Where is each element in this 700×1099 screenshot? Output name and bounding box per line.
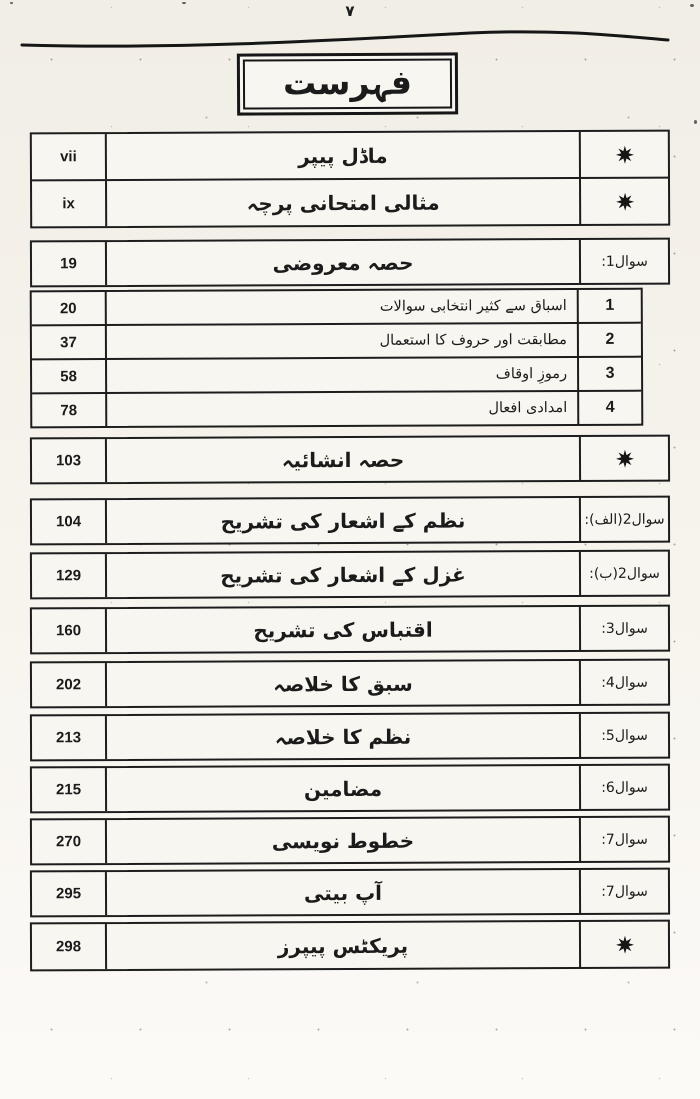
label-cell (581, 661, 668, 704)
row-label: سوال4: (601, 674, 648, 691)
toc-block-q7-autobiography (30, 868, 670, 918)
title-cell (105, 607, 581, 652)
title-cell (105, 290, 579, 324)
serial-number-cell: 4 (605, 398, 615, 416)
toc-block-q4 (30, 659, 670, 709)
toc-block-model-papers (30, 130, 670, 229)
serial-number-cell: 3 (605, 364, 615, 382)
row-label: سوال2(الف): (584, 511, 665, 528)
page-number-cell: 19 (60, 255, 77, 273)
page-number-cell: 58 (60, 367, 77, 385)
page-number-cell: 78 (60, 401, 78, 419)
label-cell (581, 818, 668, 861)
page-number-cell: 295 (55, 885, 82, 903)
row-label: سوال7: (601, 883, 648, 900)
row-title: اقتباس کی تشریح (253, 617, 433, 642)
row-title: مضامین (303, 776, 383, 801)
page-number-cell: 20 (59, 299, 77, 317)
title-cell (105, 552, 581, 597)
eight-point-star-icon (614, 934, 634, 954)
title-cell (105, 358, 579, 392)
toc-row (32, 437, 668, 483)
page-number-cell: 270 (55, 833, 82, 851)
toc-block-q1 (30, 238, 670, 288)
toc-row (32, 661, 668, 707)
page-number-cell: 104 (55, 513, 82, 531)
toc-subrow (32, 322, 641, 359)
page-number-cell: 103 (55, 452, 82, 470)
page-number-cell: 215 (55, 781, 82, 799)
toc-row (32, 766, 668, 812)
row-title: سبق کا خلاصہ (273, 671, 413, 696)
toc-row (32, 177, 668, 227)
page-title: فہرست (282, 62, 413, 102)
toc-row (32, 870, 668, 916)
page-number-cell: 202 (55, 676, 82, 694)
eight-point-star-icon (614, 448, 634, 468)
row-title: خطوط نویسی (271, 828, 415, 853)
row-title: نظم کا خلاصہ (274, 724, 412, 749)
label-cell (581, 132, 668, 177)
page-number-cell: ix (62, 195, 75, 213)
title-cell (105, 870, 581, 915)
label-cell (581, 766, 668, 809)
eight-point-star-icon (614, 144, 634, 164)
page-number-cell: 160 (55, 622, 82, 640)
title-cell (105, 661, 581, 706)
toc-row (32, 132, 668, 180)
row-title: مثالی امتحانی پرچہ (246, 190, 440, 215)
toc-subrow (32, 390, 641, 427)
row-title: نظم کے اشعار کی تشریح (220, 507, 466, 534)
label-cell (581, 437, 668, 480)
row-title: پریکٹس پیپرز (277, 933, 409, 958)
toc-block-subjective (30, 435, 670, 485)
row-title: اسباق سے کثیر انتخابی سوالات (379, 297, 567, 315)
toc-subtable-objective (30, 288, 644, 429)
title-cell (105, 437, 581, 482)
page-number-cell: vii (60, 148, 77, 166)
title-box-inner (243, 58, 452, 109)
eight-point-star-icon (615, 191, 635, 211)
page-number-cell: 129 (55, 567, 82, 585)
row-title: غزل کے اشعار کی تشریح (220, 561, 466, 588)
title-cell (105, 818, 581, 863)
row-label: سوال2(ب): (589, 565, 660, 582)
page-number: ٧ (345, 2, 355, 20)
row-title: ماڈل پیپر (298, 143, 388, 168)
title-cell (105, 132, 581, 179)
toc-block-q2b (30, 550, 670, 600)
toc-subrow (32, 290, 641, 325)
toc-row (32, 818, 668, 864)
serial-number-cell: 1 (605, 296, 615, 314)
toc-block-q3 (30, 605, 670, 655)
title-cell (105, 922, 581, 969)
label-cell (581, 607, 668, 650)
title-cell (105, 714, 581, 759)
page-number-cell: 213 (55, 729, 82, 747)
page-number-cell: 37 (60, 333, 77, 351)
toc-block-q5 (30, 712, 670, 762)
toc-row (32, 552, 668, 598)
title-cell (105, 179, 581, 226)
page-number-cell: 298 (55, 938, 82, 956)
toc-block-q6 (30, 764, 670, 814)
title-cell (105, 324, 579, 358)
row-title: آپ بیتی (303, 880, 383, 905)
row-label: سوال1: (601, 253, 648, 270)
toc-row (32, 498, 668, 544)
label-cell (581, 714, 668, 757)
toc-block-q2a (30, 496, 670, 546)
row-label: سوال6: (601, 779, 648, 796)
toc-block-q7-letters (30, 816, 670, 866)
row-title: امدادی افعال (488, 399, 568, 417)
label-cell (581, 922, 668, 967)
toc-block-practice-papers (30, 920, 670, 972)
scan-speck (694, 120, 697, 124)
row-label: سوال7: (601, 831, 648, 848)
toc-row (32, 922, 668, 970)
title-cell (105, 766, 581, 811)
label-cell (581, 179, 668, 224)
serial-number-cell: 2 (605, 330, 615, 348)
label-cell (581, 552, 668, 595)
row-title: رموزِ اوقاف (495, 365, 568, 383)
title-box (237, 52, 458, 115)
label-cell (581, 240, 668, 283)
row-title: حصہ معروضی (272, 250, 414, 275)
toc-row (32, 714, 668, 760)
title-cell (105, 392, 579, 426)
toc-subrow (32, 356, 641, 393)
row-title: مطابقت اور حروف کا استعمال (379, 331, 567, 349)
label-cell (581, 870, 668, 913)
row-label: سوال3: (601, 620, 648, 637)
toc-row (32, 607, 668, 653)
top-rule (0, 0, 700, 60)
toc-row (32, 240, 668, 286)
title-cell (105, 498, 581, 543)
title-cell (105, 240, 581, 285)
label-cell (581, 498, 668, 541)
row-label: سوال5: (601, 727, 648, 744)
row-title: حصہ انشائیہ (281, 447, 405, 472)
